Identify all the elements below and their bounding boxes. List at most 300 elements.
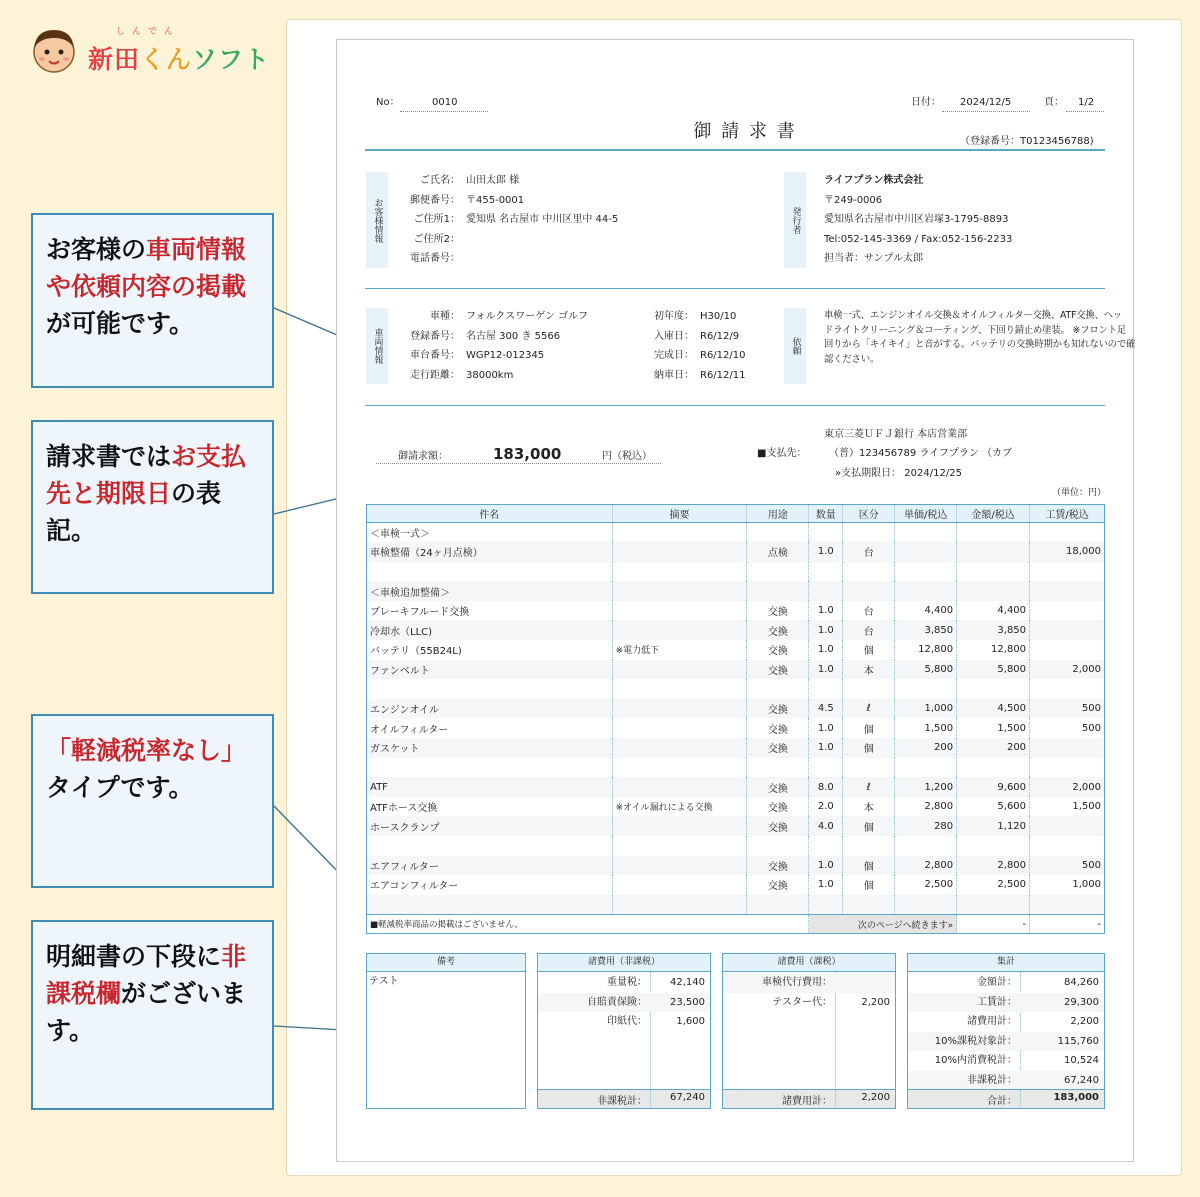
table-cell [1030,679,1105,699]
table-cell [895,895,957,915]
table-cell [612,718,747,738]
table-cell: 4.0 [809,816,843,836]
table-cell: 交換 [747,856,809,876]
table-row [367,875,1105,895]
table-cell: 個 [843,856,895,876]
items-header: 工賃/税込 [1030,505,1105,523]
table-cell: 2,800 [895,797,957,817]
vehicle-date-label: 納車日： [654,369,694,381]
table-cell [895,542,957,562]
table-cell: 4,400 [957,601,1030,621]
table-cell [895,758,957,778]
items-header: 単価/税込 [895,505,957,523]
vehicle-date-value: R6/12/11 [700,369,746,381]
nontax-fees-box [537,953,711,1109]
table-cell [1030,620,1105,640]
table-cell [809,581,843,601]
table-cell: 2,000 [1030,660,1105,680]
taxfee-total-row [723,1089,895,1108]
table-cell [809,523,843,543]
table-cell: ファンベルト [367,660,613,680]
callout-text: の表記。 [46,479,222,545]
table-cell [747,562,809,582]
issuer-company: ライフプラン株式会社 [824,175,924,186]
table-cell: 交換 [747,620,809,640]
table-cell [957,836,1030,856]
table-cell: 280 [895,816,957,836]
taxfee-value: 2,200 [861,996,890,1008]
table-cell [612,562,747,582]
table-cell: 交換 [747,777,809,797]
vehicle-field-label: 車種： [430,311,460,322]
callout-text: 請求書では [46,442,172,471]
table-row [367,797,1105,817]
table-cell: 1.0 [809,738,843,758]
table-cell: 点検 [747,542,809,562]
table-cell [612,542,747,562]
footer-note: ■軽減税率商品の掲載はございません。 [367,914,809,934]
table-cell: 4,400 [895,601,957,621]
table-cell: 1.0 [809,620,843,640]
table-cell: ブレーキフルード交換 [367,601,613,621]
table-cell: 1.0 [809,875,843,895]
vehicle-field-label: 登録番号： [410,330,460,342]
customer-field-label: 郵便番号： [410,194,460,206]
date-label: 日付： [911,97,941,108]
table-cell: 1,200 [895,777,957,797]
issuer-address: 愛知県名古屋市中川区岩塚3-1795-8893 [824,214,1009,225]
table-cell: 5,800 [895,660,957,680]
table-row [367,640,1105,660]
doc-date: 2024/12/5 [960,97,1012,108]
table-cell [612,777,747,797]
nontax-value: 23,500 [670,996,705,1008]
table-cell: 本 [843,660,895,680]
nontax-value: 1,600 [676,1016,705,1028]
table-cell [612,523,747,543]
table-cell: 個 [843,875,895,895]
summary-label: 諸費用計： [967,1016,1017,1028]
table-cell: 2.0 [809,797,843,817]
table-cell [747,836,809,856]
table-cell [895,836,957,856]
table-cell [612,856,747,876]
table-row [367,836,1105,856]
issuer-tag: 発行者 [784,172,806,268]
table-cell: 500 [1030,718,1105,738]
bank-name: 東京三菱ＵＦＪ銀行 本店営業部 [824,429,968,440]
table-cell: 交換 [747,797,809,817]
summary-total-row [908,1089,1104,1108]
table-cell [957,581,1030,601]
summary-label: 非課税計： [967,1075,1017,1086]
table-cell: 12,800 [895,640,957,660]
table-cell [612,699,747,719]
table-cell [612,816,747,836]
table-cell [809,679,843,699]
table-cell: 5,600 [957,797,1030,817]
vehicle-tag: 車両情報 [366,308,388,384]
table-cell [843,581,895,601]
vehicle-date-label: 完成日： [654,350,694,362]
table-cell [957,562,1030,582]
table-cell [843,895,895,915]
table-row [367,718,1105,738]
table-cell: 3,850 [957,620,1030,640]
table-cell [1030,523,1105,543]
table-cell: 交換 [747,875,809,895]
registration-number: （登録番号：T0123456788) [960,136,1094,147]
customer-field-label: ご氏名： [420,175,460,186]
doc-number: 0010 [432,97,458,108]
table-cell: 200 [957,738,1030,758]
table-cell [957,758,1030,778]
taxfee-title: 諸費用（課税） [723,954,895,972]
table-cell [843,836,895,856]
footer-labor: - [1030,914,1105,934]
table-cell [1030,562,1105,582]
table-row [367,620,1105,640]
summary-total-divider [1020,1090,1021,1108]
table-cell [1030,816,1105,836]
table-cell [809,758,843,778]
table-cell: 1,500 [895,718,957,738]
table-cell [843,679,895,699]
brand-ruby: しんでん [116,27,181,37]
summary-row [908,1071,1104,1091]
table-cell: 個 [843,718,895,738]
table-cell: 1,500 [957,718,1030,738]
payment-due: »支払期限日： 2024/12/25 [835,468,962,479]
table-cell: 台 [843,620,895,640]
callout-text: 明細書の下段に [46,942,222,971]
items-header: 金額/税込 [957,505,1030,523]
page-label: 頁： [1044,97,1064,108]
table-cell: 9,600 [957,777,1030,797]
amount-unit: 円（税込） [602,451,652,462]
table-cell: 1.0 [809,718,843,738]
table-cell: ATFホース交換 [367,797,613,817]
table-cell: 1,000 [1030,875,1105,895]
table-cell: 交換 [747,699,809,719]
nontax-label: 重量税： [607,977,647,988]
table-cell [747,679,809,699]
summary-value: 2,200 [1070,1016,1099,1028]
summary-label: 10%内消費税計： [934,1055,1017,1067]
summary-value: 10,524 [1064,1055,1099,1067]
callout-text: タイプです。 [46,773,194,802]
summary-value: 115,760 [1057,1035,1099,1047]
table-cell [1030,581,1105,601]
table-cell [367,562,613,582]
request-tag: 依頼 [784,308,806,384]
table-cell [809,895,843,915]
table-cell [747,895,809,915]
table-cell [895,523,957,543]
table-cell [809,836,843,856]
vehicle-field-value: 名古屋 300 き 5566 [466,330,561,342]
customer-field-value: 山田太郎 様 [466,175,520,186]
table-cell: 4.5 [809,699,843,719]
table-row [367,542,1105,562]
table-cell: ℓ [843,699,895,719]
customer-field-value: 〒455-0001 [466,194,525,206]
table-cell [895,581,957,601]
summary-label: 工賃計： [977,996,1017,1008]
table-cell: 500 [1030,856,1105,876]
table-cell [747,581,809,601]
remarks-box [366,953,526,1109]
customer-field-label: ご住所2： [413,233,460,245]
customer-field-value: 愛知県 名古屋市 中川区里中 44-5 [466,214,619,226]
table-cell: 1.0 [809,640,843,660]
table-row [367,758,1105,778]
table-cell: 交換 [747,660,809,680]
table-cell [612,875,747,895]
table-cell [612,660,747,680]
footer-next-page: 次のページへ続きます» [809,914,957,934]
nontax-total-row [538,1089,710,1108]
table-cell [747,758,809,778]
table-cell: ガスケット [367,738,613,758]
nontax-row [538,1012,710,1032]
vehicle-date-label: 初年度： [654,311,694,322]
table-cell: オイルフィルター [367,718,613,738]
table-cell: 2,000 [1030,777,1105,797]
vehicle-field-label: 走行距離： [410,369,460,381]
table-cell: ※オイル漏れによる交換 [612,797,747,817]
unit-note: （単位：円） [1052,488,1107,498]
table-row [367,895,1105,915]
table-row [367,601,1105,621]
summary-value: 67,240 [1064,1075,1099,1086]
nontax-total-label: 非課税計： [597,1096,647,1107]
table-cell: 200 [895,738,957,758]
nontax-total-divider [650,1090,651,1108]
request-line: 認ください。 [824,353,880,365]
table-cell [957,523,1030,543]
bank-account: （普）123456789 ライフプラン （カブ [829,448,1013,459]
items-header: 数量 [809,505,843,523]
summary-box [907,953,1105,1109]
remarks-title: 備考 [367,954,525,972]
summary-row [908,1051,1104,1071]
table-cell: 1.0 [809,856,843,876]
items-table [366,504,1105,934]
table-cell [612,601,747,621]
table-cell [367,679,613,699]
table-cell: 交換 [747,816,809,836]
nontax-label: 自賠責保険： [587,996,647,1008]
table-cell [367,895,613,915]
taxfee-label: テスター代： [772,996,832,1008]
nontax-row [538,973,710,993]
table-cell: ホースクランプ [367,816,613,836]
doc-title: 御 請 求 書 [693,121,797,142]
table-row [367,581,1105,601]
table-cell: 1,120 [957,816,1030,836]
table-cell: 冷却水（LLC) [367,620,613,640]
summary-title: 集計 [908,954,1104,972]
table-cell [1030,836,1105,856]
customer-field-label: ご住所1： [413,214,460,226]
table-cell: 交換 [747,601,809,621]
brand-name: 新田くんソフト [88,45,271,74]
request-line: 回りから「キイキイ」と音がする。バッテリの交換時期かも知れないので確 [824,339,1136,350]
callout-text: 車両情報や依頼内容の掲載 [46,235,247,301]
table-cell [1030,601,1105,621]
table-cell: エアフィルター [367,856,613,876]
items-header: 区分 [843,505,895,523]
table-cell: 交換 [747,738,809,758]
nontax-value: 42,140 [670,977,705,988]
callout-text: 非課税欄 [46,942,247,1008]
taxfee-total-label: 諸費用計： [782,1096,832,1107]
summary-value: 84,260 [1064,977,1099,988]
amount-label: 御請求額： [398,451,448,462]
table-cell [809,562,843,582]
table-cell: 個 [843,816,895,836]
table-cell [367,836,613,856]
vehicle-date-label: 入庫日： [654,330,694,342]
summary-total-label: 合計： [987,1096,1017,1107]
table-cell [957,895,1030,915]
table-row [367,660,1105,680]
table-cell: 個 [843,640,895,660]
table-cell: 3,850 [895,620,957,640]
table-cell [1030,758,1105,778]
table-row [367,523,1105,543]
items-header: 用途 [747,505,809,523]
taxfee-total-divider [835,1090,836,1108]
table-cell [843,758,895,778]
table-cell: ℓ [843,777,895,797]
vehicle-field-label: 車台番号： [410,350,460,362]
summary-row [908,1032,1104,1052]
summary-value: 29,300 [1064,996,1099,1008]
summary-row [908,993,1104,1013]
items-header: 件名 [367,505,613,523]
issuer-tel: Tel:052-145-3369 / Fax:052-156-2233 [824,234,1013,245]
table-cell [612,620,747,640]
table-row [367,777,1105,797]
callout-text: が可能です。 [46,309,195,338]
table-cell: 個 [843,738,895,758]
table-cell: エンジンオイル [367,699,613,719]
table-cell [1030,895,1105,915]
vehicle-date-value: R6/12/10 [700,350,746,362]
vehicle-field-value: 38000km [466,369,514,381]
callout-text: お客様の [46,235,147,264]
table-cell: 8.0 [809,777,843,797]
table-cell [1030,738,1105,758]
table-cell [957,542,1030,562]
table-cell: 2,500 [895,875,957,895]
customer-tag: お客様情報 [366,172,388,268]
summary-label: 10%課税対象計： [934,1035,1017,1047]
table-cell [747,523,809,543]
table-cell [843,523,895,543]
table-row [367,699,1105,719]
table-row [367,816,1105,836]
table-cell [612,679,747,699]
nontax-total-value: 67,240 [670,1092,705,1103]
issuer-contact: 担当者：サンプル太郎 [824,253,924,264]
summary-label: 金額計： [977,977,1017,988]
table-cell: 1.0 [809,601,843,621]
table-cell [612,758,747,778]
table-cell [612,738,747,758]
nontax-title: 諸費用（非課税） [538,954,710,972]
customer-field-label: 電話番号： [410,253,460,265]
table-cell [895,562,957,582]
table-cell [612,836,747,856]
table-cell: 交換 [747,640,809,660]
remarks-text: テスト [369,976,399,987]
table-cell: 2,500 [957,875,1030,895]
callout-text: お支払先と期限日 [46,442,247,508]
table-cell: バッテリ（55B24L) [367,640,613,660]
taxable-fees-box [722,953,896,1109]
items-header: 摘要 [612,505,747,523]
request-line: 車検一式、エンジンオイル交換＆オイルフィルター交換、ATF交換、ヘッ [824,310,1123,321]
table-cell: 台 [843,601,895,621]
table-row [367,856,1105,876]
taxfee-label: 車検代行費用： [762,977,832,988]
table-cell: 12,800 [957,640,1030,660]
table-row [367,738,1105,758]
nontax-row [538,993,710,1013]
invoice-amount: 183,000 [493,445,562,463]
table-cell: 本 [843,797,895,817]
table-row [367,679,1105,699]
table-cell [612,895,747,915]
table-cell [612,581,747,601]
table-cell: 1,500 [1030,797,1105,817]
summary-total-value: 183,000 [1053,1092,1099,1103]
issuer-zip: 〒249-0006 [824,195,883,206]
table-cell [843,562,895,582]
table-cell: 台 [843,542,895,562]
table-cell: 4,500 [957,699,1030,719]
table-cell: ＜車検一式＞ [367,523,613,543]
table-cell: 500 [1030,699,1105,719]
table-cell: 5,800 [957,660,1030,680]
callout-text: がございます。 [46,979,247,1045]
table-cell: エアコンフィルター [367,875,613,895]
table-cell: ＜車検追加整備＞ [367,581,613,601]
table-cell [367,758,613,778]
no-label: No： [376,97,400,108]
table-cell: 2,800 [895,856,957,876]
table-cell [895,679,957,699]
taxfee-total-value: 2,200 [861,1092,890,1103]
vehicle-field-value: フォルクスワーゲン ゴルフ [466,311,589,322]
table-cell [1030,640,1105,660]
table-row [367,562,1105,582]
page-number: 1/2 [1078,97,1095,108]
table-cell: 1.0 [809,542,843,562]
table-cell: ※電力低下 [612,640,747,660]
table-cell: 車検整備（24ヶ月点検） [367,542,613,562]
vehicle-date-value: R6/12/9 [700,330,740,342]
taxfee-row [723,993,895,1013]
table-cell [957,679,1030,699]
table-footer-row [367,914,1105,934]
table-cell: ATF [367,777,613,797]
table-cell: 1,000 [895,699,957,719]
taxfee-row [723,973,895,993]
